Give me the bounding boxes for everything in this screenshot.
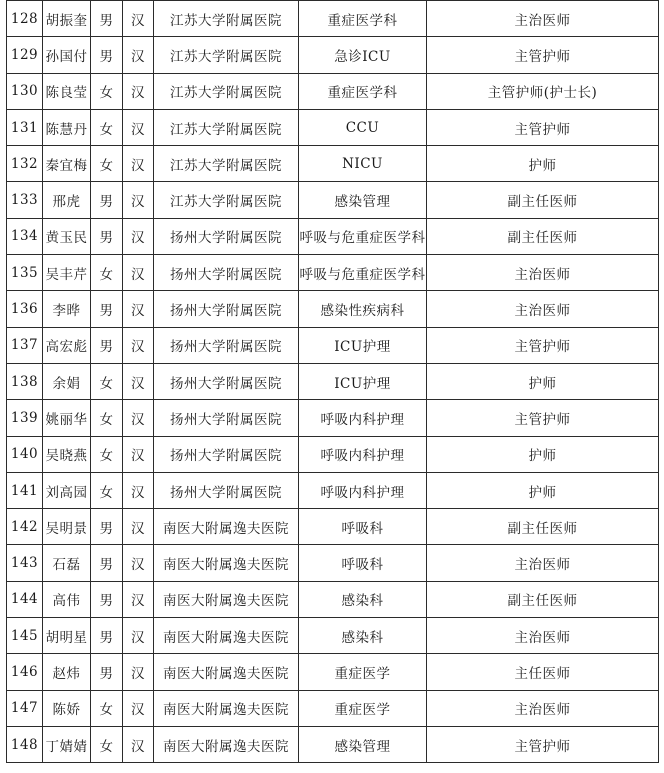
job-title-cell: 副主任医师 [427, 581, 659, 617]
table-row [7, 690, 659, 726]
ethnicity-cell: 汉 [123, 182, 154, 218]
hospital-cell: 江苏大学附属医院 [154, 182, 299, 218]
person-name-cell: 刘高园 [43, 472, 91, 508]
gender-cell: 女 [91, 726, 123, 762]
gender-cell: 男 [91, 654, 123, 690]
department-cell: 重症医学科 [299, 1, 427, 37]
ethnicity-cell: 汉 [123, 218, 154, 254]
hospital-cell: 南医大附属逸夫医院 [154, 545, 299, 581]
job-title-cell: 主管护师 [427, 37, 659, 73]
ethnicity-cell: 汉 [123, 1, 154, 37]
person-name-cell: 陈慧丹 [43, 109, 91, 145]
ethnicity-cell: 汉 [123, 690, 154, 726]
hospital-cell: 南医大附属逸夫医院 [154, 726, 299, 762]
person-name-cell: 孙国付 [43, 37, 91, 73]
job-title-cell: 主管护师 [427, 726, 659, 762]
hospital-cell: 扬州大学附属医院 [154, 472, 299, 508]
job-title-cell: 主管护师 [427, 109, 659, 145]
department-cell: 感染管理 [299, 726, 427, 762]
hospital-cell: 扬州大学附属医院 [154, 363, 299, 399]
table-row [7, 545, 659, 581]
gender-cell: 男 [91, 182, 123, 218]
staff-roster-table [6, 0, 659, 763]
table-row [7, 509, 659, 545]
department-cell: 呼吸内科护理 [299, 436, 427, 472]
row-number-cell: 139 [7, 400, 43, 436]
gender-cell: 女 [91, 146, 123, 182]
ethnicity-cell: 汉 [123, 109, 154, 145]
gender-cell: 男 [91, 291, 123, 327]
hospital-cell: 扬州大学附属医院 [154, 436, 299, 472]
row-number-cell: 146 [7, 654, 43, 690]
job-title-cell: 主治医师 [427, 291, 659, 327]
hospital-cell: 南医大附属逸夫医院 [154, 509, 299, 545]
department-cell: 呼吸科 [299, 545, 427, 581]
ethnicity-cell: 汉 [123, 509, 154, 545]
gender-cell: 女 [91, 690, 123, 726]
table-row [7, 109, 659, 145]
ethnicity-cell: 汉 [123, 472, 154, 508]
person-name-cell: 陈良莹 [43, 73, 91, 109]
person-name-cell: 赵炜 [43, 654, 91, 690]
job-title-cell: 护师 [427, 146, 659, 182]
department-cell: 感染性疾病科 [299, 291, 427, 327]
row-number-cell: 131 [7, 109, 43, 145]
roster-body [7, 1, 659, 763]
row-number-cell: 129 [7, 37, 43, 73]
hospital-cell: 南医大附属逸夫医院 [154, 618, 299, 654]
gender-cell: 男 [91, 37, 123, 73]
row-number-cell: 136 [7, 291, 43, 327]
ethnicity-cell: 汉 [123, 400, 154, 436]
department-cell: 呼吸与危重症医学科 [299, 218, 427, 254]
department-cell: 重症医学科 [299, 73, 427, 109]
gender-cell: 男 [91, 327, 123, 363]
person-name-cell: 黄玉民 [43, 218, 91, 254]
hospital-cell: 南医大附属逸夫医院 [154, 654, 299, 690]
department-cell: 呼吸与危重症医学科 [299, 255, 427, 291]
row-number-cell: 148 [7, 726, 43, 762]
department-cell: NICU [299, 146, 427, 182]
department-cell: 感染科 [299, 618, 427, 654]
gender-cell: 女 [91, 73, 123, 109]
person-name-cell: 石磊 [43, 545, 91, 581]
person-name-cell: 胡振奎 [43, 1, 91, 37]
ethnicity-cell: 汉 [123, 255, 154, 291]
person-name-cell: 高伟 [43, 581, 91, 617]
person-name-cell: 胡明星 [43, 618, 91, 654]
hospital-cell: 江苏大学附属医院 [154, 109, 299, 145]
job-title-cell: 主任医师 [427, 654, 659, 690]
department-cell: 急诊ICU [299, 37, 427, 73]
job-title-cell: 主治医师 [427, 690, 659, 726]
hospital-cell: 江苏大学附属医院 [154, 146, 299, 182]
hospital-cell: 扬州大学附属医院 [154, 291, 299, 327]
department-cell: ICU护理 [299, 327, 427, 363]
row-number-cell: 138 [7, 363, 43, 399]
department-cell: 感染科 [299, 581, 427, 617]
hospital-cell: 扬州大学附属医院 [154, 400, 299, 436]
gender-cell: 女 [91, 255, 123, 291]
row-number-cell: 132 [7, 146, 43, 182]
row-number-cell: 140 [7, 436, 43, 472]
table-row [7, 654, 659, 690]
row-number-cell: 133 [7, 182, 43, 218]
row-number-cell: 141 [7, 472, 43, 508]
row-number-cell: 130 [7, 73, 43, 109]
job-title-cell: 主管护师 [427, 400, 659, 436]
gender-cell: 男 [91, 545, 123, 581]
gender-cell: 男 [91, 218, 123, 254]
table-row [7, 363, 659, 399]
table-row [7, 581, 659, 617]
gender-cell: 女 [91, 363, 123, 399]
row-number-cell: 142 [7, 509, 43, 545]
person-name-cell: 陈娇 [43, 690, 91, 726]
hospital-cell: 江苏大学附属医院 [154, 37, 299, 73]
ethnicity-cell: 汉 [123, 545, 154, 581]
job-title-cell: 主管护师(护士长) [427, 73, 659, 109]
job-title-cell: 主管护师 [427, 327, 659, 363]
department-cell: CCU [299, 109, 427, 145]
hospital-cell: 南医大附属逸夫医院 [154, 690, 299, 726]
hospital-cell: 南医大附属逸夫医院 [154, 581, 299, 617]
gender-cell: 男 [91, 509, 123, 545]
person-name-cell: 丁婧婧 [43, 726, 91, 762]
ethnicity-cell: 汉 [123, 37, 154, 73]
job-title-cell: 护师 [427, 472, 659, 508]
hospital-cell: 扬州大学附属医院 [154, 327, 299, 363]
job-title-cell: 副主任医师 [427, 509, 659, 545]
row-number-cell: 145 [7, 618, 43, 654]
gender-cell: 男 [91, 618, 123, 654]
person-name-cell: 吴明景 [43, 509, 91, 545]
ethnicity-cell: 汉 [123, 726, 154, 762]
person-name-cell: 吴丰芹 [43, 255, 91, 291]
ethnicity-cell: 汉 [123, 654, 154, 690]
department-cell: 呼吸内科护理 [299, 400, 427, 436]
department-cell: 呼吸内科护理 [299, 472, 427, 508]
hospital-cell: 江苏大学附属医院 [154, 1, 299, 37]
person-name-cell: 邢虎 [43, 182, 91, 218]
hospital-cell: 扬州大学附属医院 [154, 255, 299, 291]
gender-cell: 男 [91, 1, 123, 37]
row-number-cell: 128 [7, 1, 43, 37]
ethnicity-cell: 汉 [123, 291, 154, 327]
person-name-cell: 姚丽华 [43, 400, 91, 436]
gender-cell: 女 [91, 400, 123, 436]
table-row [7, 182, 659, 218]
table-row [7, 472, 659, 508]
job-title-cell: 副主任医师 [427, 182, 659, 218]
job-title-cell: 主治医师 [427, 545, 659, 581]
table-row [7, 218, 659, 254]
table-row [7, 73, 659, 109]
job-title-cell: 护师 [427, 436, 659, 472]
ethnicity-cell: 汉 [123, 436, 154, 472]
job-title-cell: 副主任医师 [427, 218, 659, 254]
table-row [7, 291, 659, 327]
job-title-cell: 主治医师 [427, 1, 659, 37]
ethnicity-cell: 汉 [123, 618, 154, 654]
gender-cell: 女 [91, 472, 123, 508]
job-title-cell: 主治医师 [427, 618, 659, 654]
table-row [7, 146, 659, 182]
row-number-cell: 143 [7, 545, 43, 581]
table-row [7, 1, 659, 37]
person-name-cell: 吴晓燕 [43, 436, 91, 472]
department-cell: 重症医学 [299, 690, 427, 726]
table-row [7, 327, 659, 363]
row-number-cell: 147 [7, 690, 43, 726]
ethnicity-cell: 汉 [123, 363, 154, 399]
ethnicity-cell: 汉 [123, 581, 154, 617]
row-number-cell: 144 [7, 581, 43, 617]
table-row [7, 400, 659, 436]
department-cell: ICU护理 [299, 363, 427, 399]
table-row [7, 436, 659, 472]
row-number-cell: 137 [7, 327, 43, 363]
table-row [7, 255, 659, 291]
person-name-cell: 高宏彪 [43, 327, 91, 363]
department-cell: 感染管理 [299, 182, 427, 218]
ethnicity-cell: 汉 [123, 327, 154, 363]
gender-cell: 男 [91, 581, 123, 617]
department-cell: 呼吸科 [299, 509, 427, 545]
ethnicity-cell: 汉 [123, 73, 154, 109]
person-name-cell: 李晔 [43, 291, 91, 327]
gender-cell: 女 [91, 109, 123, 145]
job-title-cell: 主治医师 [427, 255, 659, 291]
row-number-cell: 135 [7, 255, 43, 291]
gender-cell: 女 [91, 436, 123, 472]
hospital-cell: 江苏大学附属医院 [154, 73, 299, 109]
department-cell: 重症医学 [299, 654, 427, 690]
table-row [7, 726, 659, 762]
person-name-cell: 秦宜梅 [43, 146, 91, 182]
ethnicity-cell: 汉 [123, 146, 154, 182]
hospital-cell: 扬州大学附属医院 [154, 218, 299, 254]
table-row [7, 37, 659, 73]
job-title-cell: 护师 [427, 363, 659, 399]
row-number-cell: 134 [7, 218, 43, 254]
table-row [7, 618, 659, 654]
person-name-cell: 余娟 [43, 363, 91, 399]
